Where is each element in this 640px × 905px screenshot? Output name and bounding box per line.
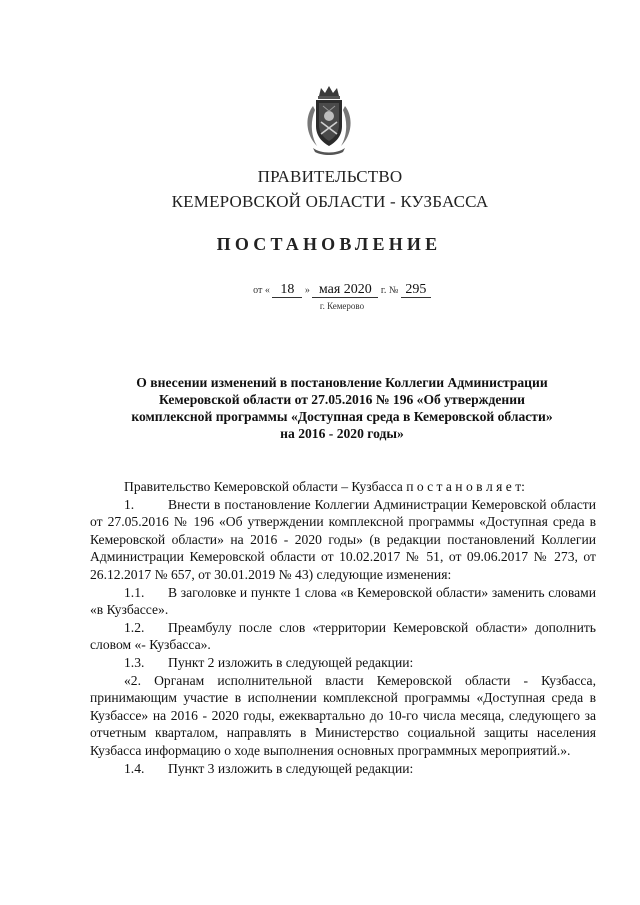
paragraph-text: Пункт 3 изложить в следующей редакции: bbox=[168, 760, 414, 776]
paragraph-number: 1.2. bbox=[124, 619, 145, 635]
document-title bbox=[96, 374, 588, 442]
paragraph-number: 1. bbox=[124, 496, 135, 512]
government-line-2: КЕМЕРОВСКОЙ ОБЛАСТИ - КУЗБАССА bbox=[171, 192, 489, 211]
paragraph-1-1 bbox=[90, 584, 596, 619]
document-body bbox=[90, 478, 596, 777]
title-line: комплексной программы «Доступная среда в Кемеровской области» bbox=[131, 409, 553, 424]
paragraph-text: В заголовке и пункте 1 слова «в Кемеровской области» заменить словами «в Кузбассе». bbox=[90, 584, 596, 618]
paragraph-1-2 bbox=[90, 619, 596, 654]
paragraph-text: Преамбулу после слов «территории Кемеровской области» дополнить словом «- Кузбасса». bbox=[90, 619, 596, 653]
date-day: 18 bbox=[272, 283, 302, 298]
document-number: 295 bbox=[401, 283, 431, 298]
paragraph-number: 1.1. bbox=[124, 584, 145, 600]
paragraph-number: 1.4. bbox=[124, 760, 145, 776]
city-label: г. Кемерово bbox=[319, 301, 365, 311]
paragraph-text: Внести в постановление Коллегии Администрации Кемеровской области от 27.05.2016 № 196 «Об утверждении комплексной программы «Доступная среда в Кемеровской области» на 2016 - 2020 годы» (в редакции постановлений Коллегии Администрации Кемеровской области от 10.02.2017 № 51, от 09.06.2017 № 273, от 26.12.2017 № 657, от 30.01.2019 № 43) следующие изменения: bbox=[90, 496, 596, 582]
title-line: Кемеровской области от 27.05.2016 № 196 «Об утверждении bbox=[159, 392, 525, 407]
paragraph-number: 1.3. bbox=[124, 654, 145, 670]
coat-of-arms-icon bbox=[299, 84, 359, 156]
paragraph-1 bbox=[90, 496, 596, 584]
quoted-paragraph: «2. Органам исполнительной власти Кемеровской области - Кузбасса, принимающим участие в исполнении комплексной программы «Доступная среда в Кузбассе» на 2016 - 2020 годы, ежеквартально до 10-го числа месяца, следующего за отчетным кварталом, направлять в Министерство социальной защиты населения Кузбасса информацию о ходе выполнения основных программных мероприятий.». bbox=[90, 672, 596, 758]
date-month-year: мая 2020 bbox=[312, 283, 378, 298]
government-line-1: ПРАВИТЕЛЬСТВО bbox=[257, 167, 403, 186]
intro-paragraph: Правительство Кемеровской области – Кузбасса п о с т а н о в л я е т: bbox=[124, 479, 525, 494]
date-number-line bbox=[0, 283, 640, 298]
document-type-title: ПОСТАНОВЛЕНИЕ bbox=[216, 234, 442, 254]
date-prefix: от « bbox=[253, 285, 270, 296]
paragraph-1-4 bbox=[90, 760, 596, 778]
title-line: О внесении изменений в постановление Коллегии Администрации bbox=[136, 375, 548, 390]
date-close-quote: » bbox=[304, 285, 310, 296]
number-prefix: г. № bbox=[380, 285, 399, 296]
paragraph-text: Пункт 2 изложить в следующей редакции: bbox=[168, 654, 414, 670]
paragraph-1-3 bbox=[90, 654, 596, 672]
title-line: на 2016 - 2020 годы» bbox=[280, 426, 404, 441]
